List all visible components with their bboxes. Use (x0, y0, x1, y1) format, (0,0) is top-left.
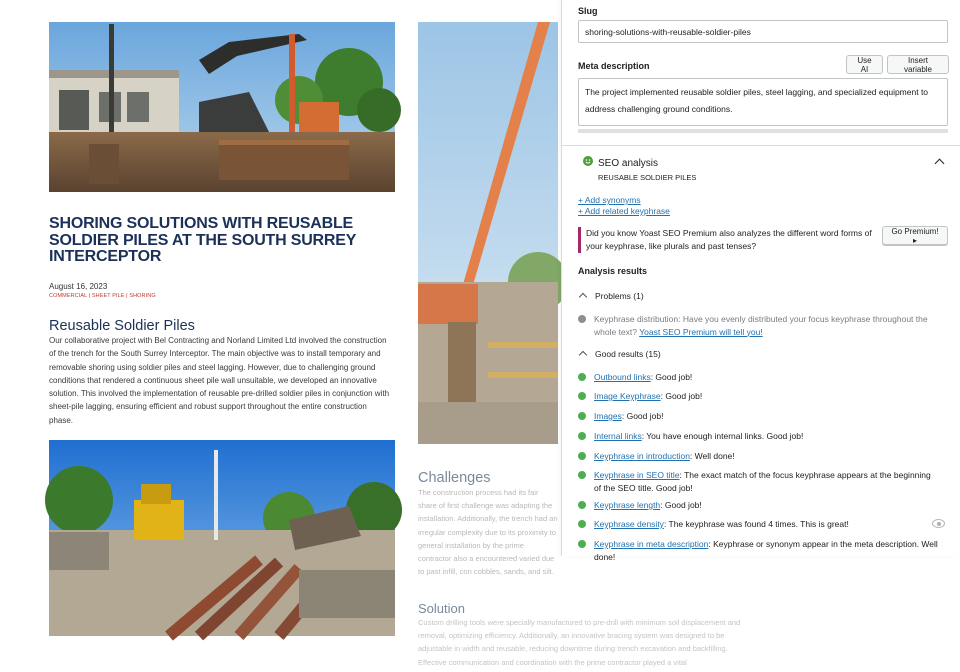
status-dot-icon (578, 520, 586, 528)
result-text (594, 430, 940, 443)
insert-variable-button[interactable]: Insert variable (887, 55, 949, 74)
meta-length-progress (578, 129, 948, 133)
result-text (594, 371, 940, 384)
result-message: : Keyphrase or synonym appear in the meta description. Well done! (594, 539, 938, 562)
result-link[interactable]: Internal links (594, 431, 642, 441)
result-message: : The keyphrase was found 4 times. This is great! (663, 519, 849, 529)
result-link[interactable]: Keyphrase density (594, 519, 664, 529)
result-message: : Good job! (621, 411, 664, 421)
premium-notice-bar (578, 227, 581, 253)
good-results-label: Good results (15) (595, 349, 661, 359)
result-link[interactable]: Image Keyphrase (594, 391, 661, 401)
result-text (594, 499, 940, 512)
status-dot-icon (578, 373, 586, 381)
meta-description-label: Meta description (578, 61, 650, 71)
chevron-up-icon (579, 293, 587, 301)
result-message: : Well done! (689, 451, 735, 461)
result-link[interactable]: Keyphrase in SEO title (594, 470, 680, 480)
result-message: : You have enough internal links. Good job! (641, 431, 804, 441)
go-premium-button[interactable]: Go Premium! ▸ (882, 226, 948, 245)
status-dot-icon (578, 432, 586, 440)
result-text (594, 469, 940, 494)
result-link[interactable]: Outbound links (594, 372, 651, 382)
result-text (594, 538, 940, 563)
result-text (594, 518, 940, 531)
section-heading-reusable: Reusable Soldier Piles (49, 318, 195, 334)
status-dot-icon (578, 412, 586, 420)
seo-analysis-title[interactable]: SEO analysis (598, 158, 659, 169)
divider (562, 145, 960, 146)
result-text (594, 450, 940, 463)
result-text (594, 313, 940, 338)
chevron-up-icon (579, 351, 587, 359)
result-message: : Good job! (650, 372, 693, 382)
add-synonyms-link[interactable]: + Add synonyms (578, 195, 641, 205)
result-text (594, 410, 940, 423)
section-heading-solution: Solution (418, 601, 465, 616)
status-dot-icon (578, 315, 586, 323)
result-link[interactable]: Keyphrase in introduction (594, 451, 690, 461)
status-dot-icon (578, 540, 586, 548)
result-link[interactable]: Keyphrase in meta description (594, 539, 709, 549)
good-results-toggle[interactable] (580, 349, 661, 359)
use-ai-button[interactable]: Use AI (846, 55, 883, 74)
smiley-icon (583, 156, 593, 166)
construction-site-image (49, 440, 395, 636)
meta-description-input[interactable]: The project implemented reusable soldier piles, steel lagging, and specialized equipment to address challenging ground conditions. (578, 78, 948, 126)
add-related-keyphrase-link[interactable]: + Add related keyphrase (578, 206, 670, 216)
premium-notice: Did you know Yoast SEO Premium also analyzes the different word forms of your keyphrase, like plurals and past tenses? (586, 228, 872, 251)
focus-keyphrase: REUSABLE SOLDIER PILES (598, 173, 697, 182)
problems-toggle[interactable] (580, 291, 644, 301)
status-dot-icon (578, 392, 586, 400)
post-categories[interactable]: COMMERCIAL | SHEET PILE | SHORING (49, 293, 156, 299)
result-link[interactable]: Images (594, 411, 622, 421)
post-title: SHORING SOLUTIONS WITH REUSABLE SOLDIER PILES AT THE SOUTH SURREY INTERCEPTOR (49, 215, 356, 265)
slug-input[interactable]: shoring-solutions-with-reusable-soldier-piles (578, 20, 948, 43)
chevron-up-icon[interactable] (935, 159, 945, 169)
section-heading-challenges: Challenges (418, 470, 491, 486)
hero-image (49, 22, 395, 192)
result-link[interactable]: Keyphrase length (594, 500, 661, 510)
section-body-solution: Custom drilling tools were specially manufactured to pre-drill with minimum soil displacement and removal, optimizing efficiency. Additionally, an innovative bracing system was designed to be adjustable in width and reusable, reducing downtime during trench excavation and backfilling. Effective communication and coordination with the prime contractor played a vital (418, 618, 741, 667)
section-body-reusable: Our collaborative project with Bel Contracting and Norland Limited Ltd involved the construction of the trench for the South Surrey Interceptor. The main objective was to install temporary and removable shoring using soldier piles and steel lagging. However, due to challenging ground conditions that rendered a continuous sheet pile wall unsuitable, we developed an innovative solution. This involved the implementation of reusable pre-drilled soldier piles in conjunction with sheet-pile lagging, ensuring efficient and robust support throughout the entire construction phase. (49, 336, 390, 425)
section-body-challenges: The construction process had its fair share of first challenge was adapting the installation. Additionally, the trench had an irregular complexity due to its proximity to general installation by the prime contractor also a encountered varied due to past infill, con cobbles, sands, and silt. (418, 488, 558, 577)
status-dot-icon (578, 452, 586, 460)
result-text (594, 390, 940, 403)
status-dot-icon (578, 501, 586, 509)
result-message: : Good job! (660, 391, 703, 401)
result-message: Keyphrase distribution: Have you evenly distributed your focus keyphrase throughout the whole text? (594, 314, 928, 337)
analysis-results-heading: Analysis results (578, 266, 648, 276)
result-link[interactable]: Yoast SEO Premium will tell you! (639, 326, 763, 337)
seo-panel (561, 0, 960, 562)
slug-label: Slug (578, 6, 598, 16)
problems-label: Problems (1) (595, 291, 644, 301)
result-message: : Good job! (660, 500, 702, 510)
crane-image (418, 22, 558, 444)
result-message: : The exact match of the focus keyphrase appears at the beginning of the SEO title. Good job! (594, 470, 931, 493)
status-dot-icon (578, 471, 586, 479)
post-date: August 16, 2023 (49, 282, 108, 291)
